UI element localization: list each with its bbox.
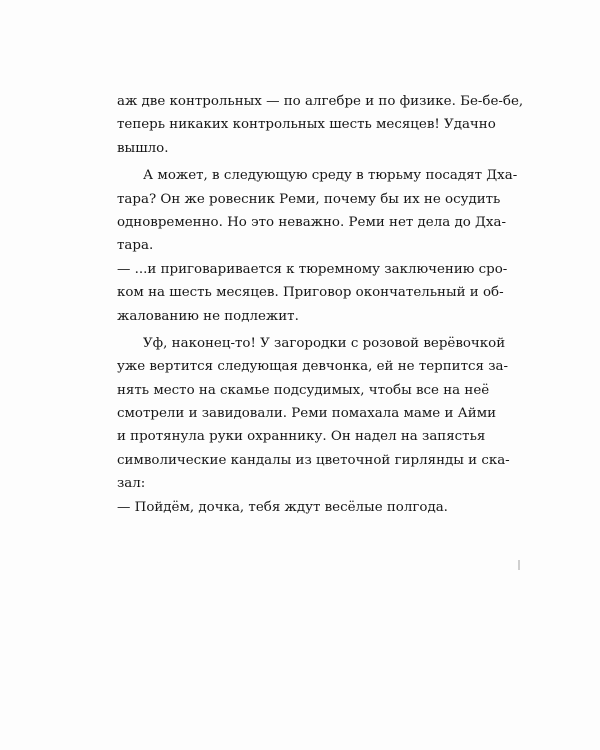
text-line: Уф, наконец-то! У загородки с розовой верёвочкой [143,335,506,351]
text-line: аж две контрольных — по алгебре и по физике. Бе-бе-бе, [117,94,524,109]
paragraph [117,258,508,328]
text-line: смотрели и завидовали. Реми помахала маме и Айми [117,406,497,422]
text-line: ком на шесть месяцев. Приговор окончательный и об- [117,285,504,301]
text-line: уже вертится следующая девчонка, ей не терпится за- [117,359,509,375]
paragraph [117,332,510,496]
text-line: жалованию не подлежит. [117,308,299,324]
text-line: зал: [117,476,146,492]
text-line: и протянула руки охраннику. Он надел на запястья [117,429,486,445]
paragraph [117,496,483,519]
paragraph [117,90,524,160]
text-line: — ...и приговаривается к тюремному заключению сро- [117,261,508,277]
text-line: — Пойдём, дочка, тебя ждут весёлые полгода. [117,499,448,515]
scan-mark [518,560,520,570]
text-line: символические кандалы из цветочной гирлянды и ска- [117,452,510,468]
text-line: тара. [117,238,154,254]
body-text [117,90,524,519]
text-line: нять место на скамье подсудимых, чтобы все на неё [117,382,490,398]
text-line: одновременно. Но это неважно. Реми нет дела до Дха- [117,214,506,230]
paragraph [117,164,518,258]
text-line: вышло. [117,140,169,156]
text-line: теперь никаких контрольных шесть месяцев! Удачно [117,117,496,133]
text-line: тара? Он же ровесник Реми, почему бы их не осудить [117,191,501,207]
text-line: А может, в следующую среду в тюрьму посадят Дха- [143,168,518,184]
